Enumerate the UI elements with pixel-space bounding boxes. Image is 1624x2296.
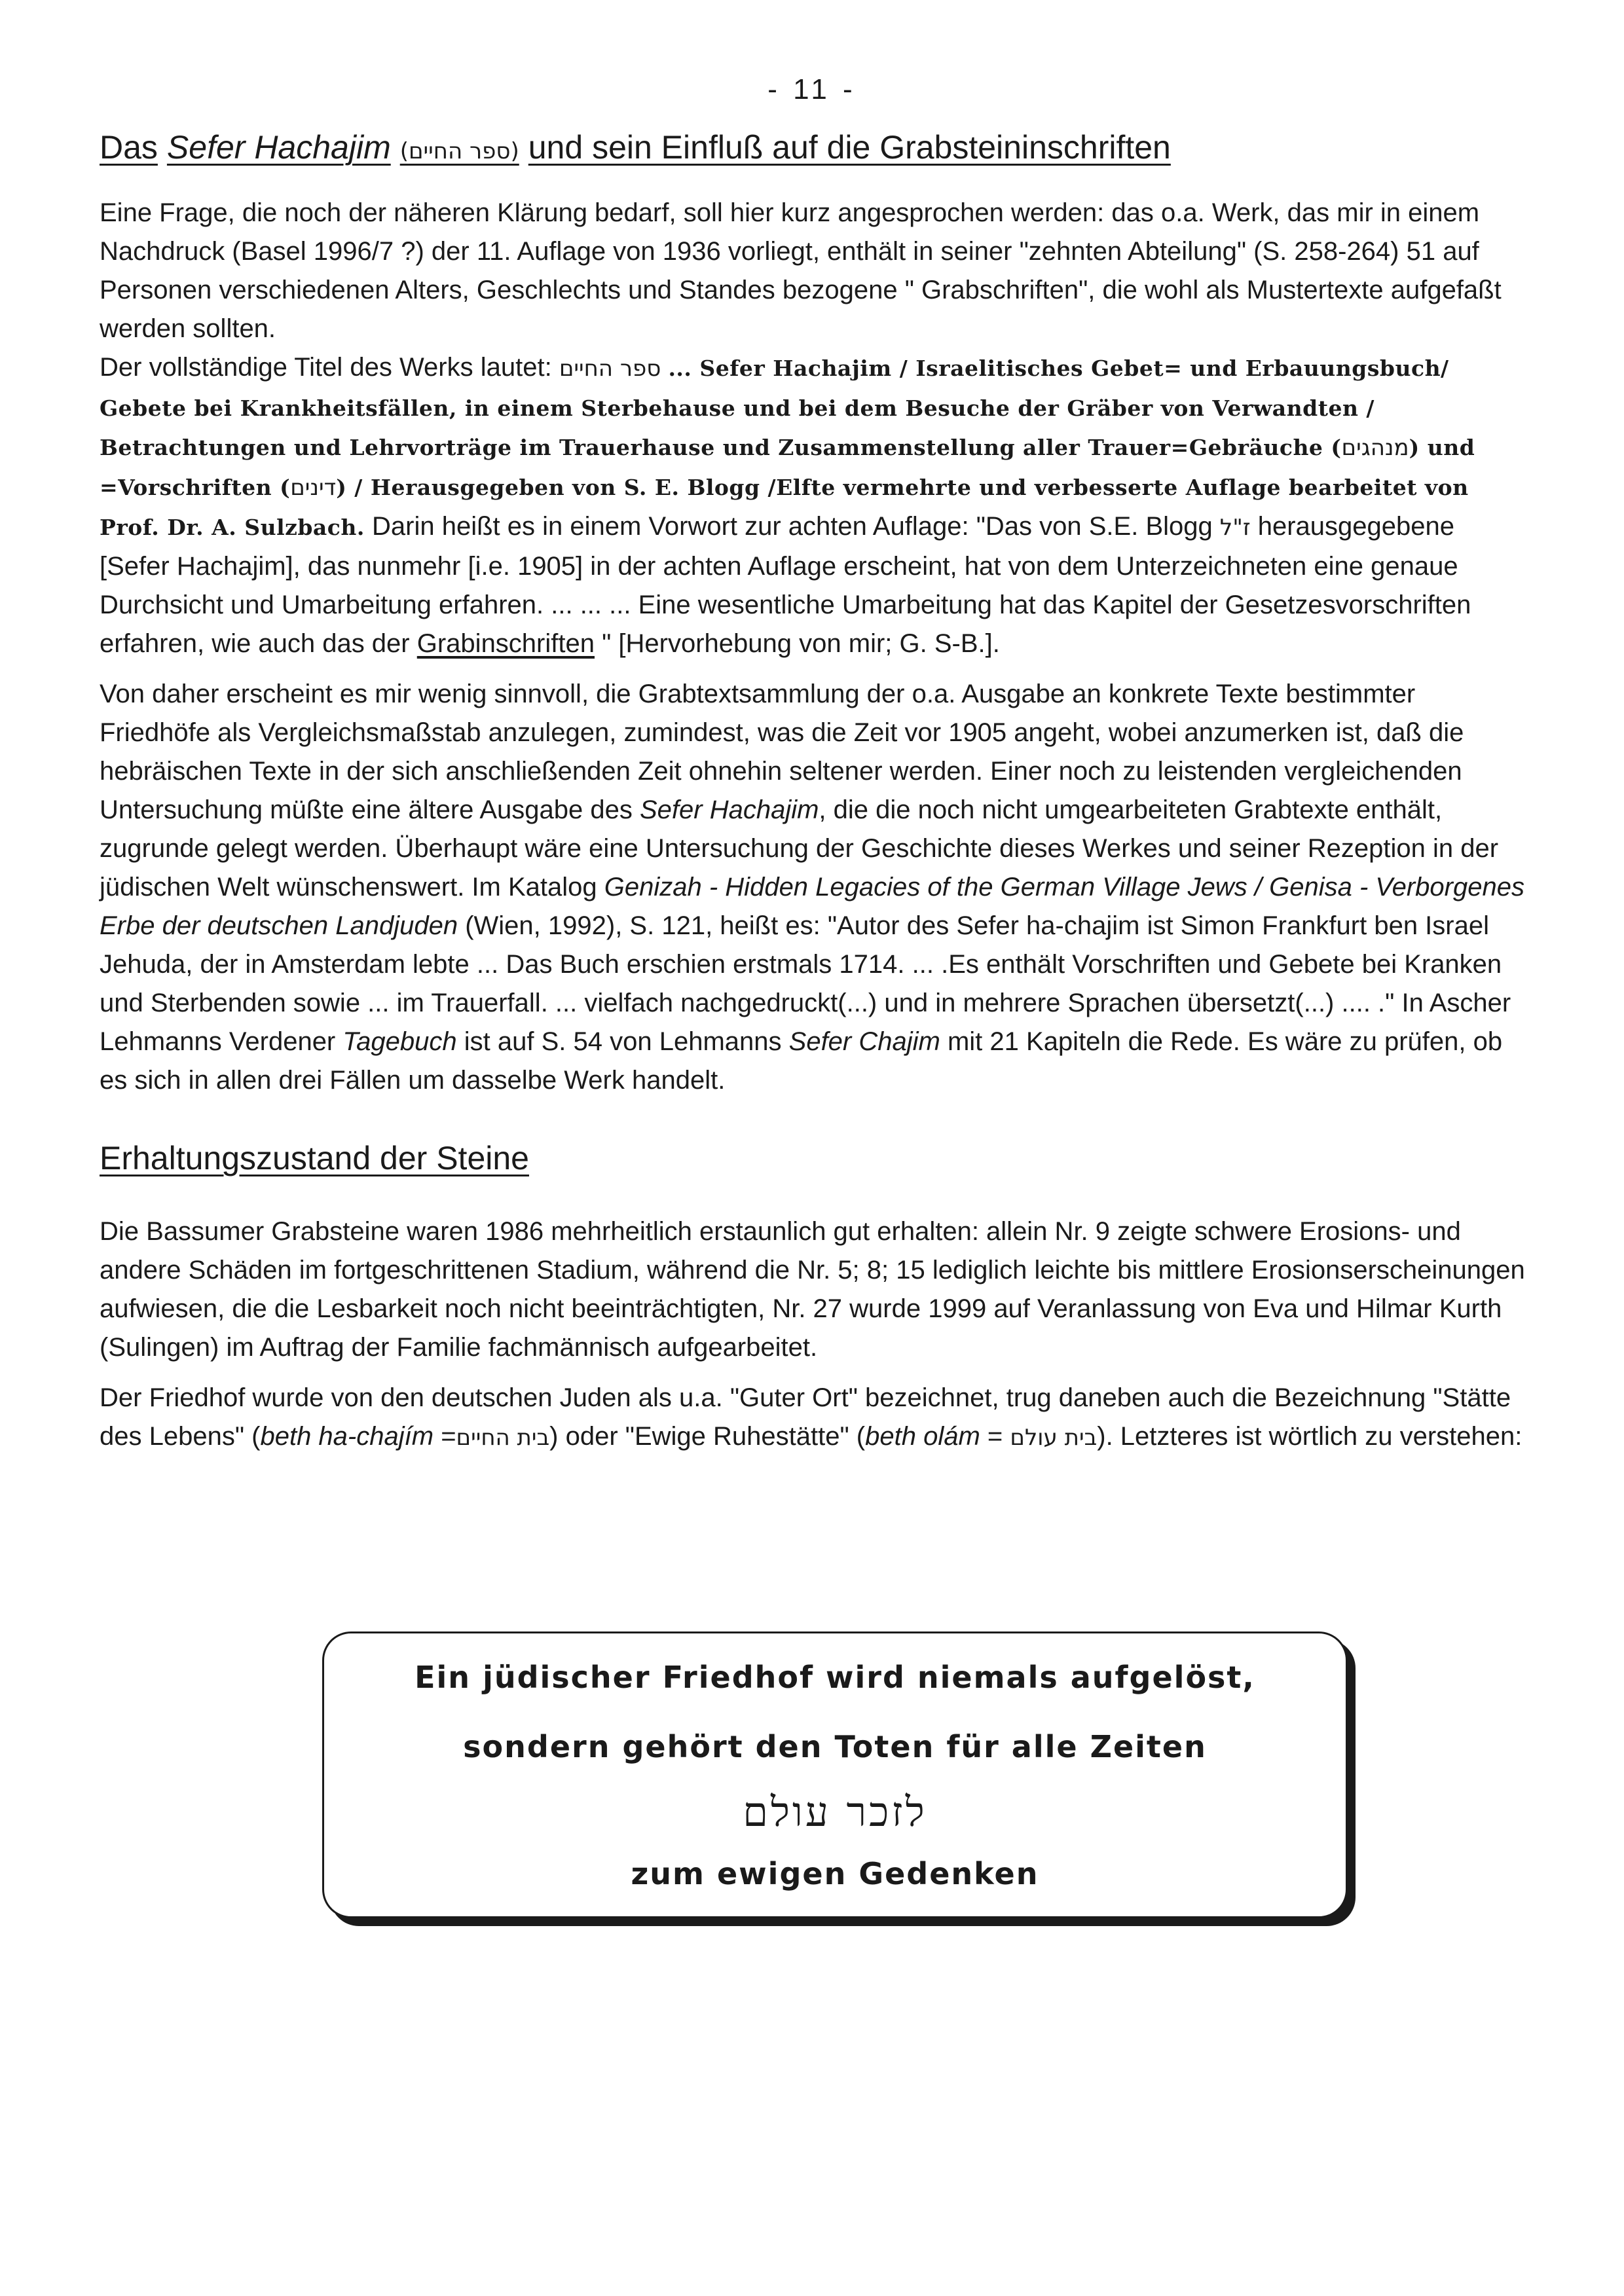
para4-t2: =	[441, 1422, 456, 1451]
paragraph-condition: Die Bassumer Grabsteine waren 1986 mehrheitlich erstaunlich gut erhalten: allein Nr. 9 zeigte schwere Erosions- und andere Schäden im fortgeschrittenen Stadium, während die Nr. 5; 8; 15 lediglich leichte bis mittlere Erosionserscheinungen aufwiesen, die die Lesbarkeit noch nicht beeinträchtigten, Nr. 27 wurde 1999 auf Veranlassung von Eva und Hilmar Kurth (Sulingen) im Auftrag der Familie fachmännisch aufgearbeitet.	[100, 1217, 1525, 1362]
para2-i4: Sefer Chajim	[788, 1027, 940, 1056]
para2-t2: , die die noch nicht umgearbeiteten Grabtexte enthält, zugrunde gelegt werden. Überhaupt wäre eine Untersuchung der Geschichte dieses Werkes und seiner Rezeption in der jüdischen Welt wünschenswert. Im Katalog	[100, 795, 1499, 902]
section-heading-sefer-hachajim	[100, 128, 1171, 166]
para2-t4: ist auf S. 54 von Lehmanns	[464, 1027, 782, 1056]
para4-t1: Der Friedhof wurde von den deutschen Juden als u.a. "Guter Ort" bezeichnet, trug daneben auch die Bezeichnung "Stätte des Lebens" (	[100, 1383, 1511, 1451]
section-heading-erhaltungszustand: Erhaltungszustand der Steine	[100, 1140, 529, 1176]
para2-t1: Von daher erscheint es mir wenig sinnvoll, die Grabtextsammlung der o.a. Ausgabe an konkrete Texte bestimmter Friedhöfe als Vergleichsmaßstab anzulegen, zumindest, was die Zeit vor 1905 angeht, wobei anzumerken ist, daß die hebräischen Texte in der sich anschließenden Zeit ohnehin seltener werden. Einer noch zu leistenden vergleichenden Untersuchung müßte eine ältere Ausgabe des	[100, 680, 1464, 824]
paragraph-cemetery-names	[100, 1379, 1527, 1457]
para1-text-d: herausgegebene [Sefer Hachajim], das nunmehr [i.e. 1905] in der achten Auflage erscheint, hat von dem Unterzeichneten eine genaue Durchsicht und Umarbeitung erfahren. ... ... ... Eine wesentliche Umarbeitung hat das Kapitel der Gesetzesvorschriften erfahren, wie auch das der	[100, 512, 1471, 658]
body-text-section1	[100, 194, 1527, 1112]
para2-i2: Genizah - Hidden Legacies of the German Village Jews / Genisa - Verborgenes Erbe der deutschen Landjuden	[100, 873, 1524, 940]
para1-fraktur-b: ) und =Vorschriften (	[100, 435, 1475, 500]
quote-line-4: zum ewigen Gedenken	[631, 1856, 1039, 1891]
para1-text-b: Der vollständige Titel des Werks lautet:	[100, 353, 552, 382]
heading-hebrew: (ספר החיים)	[399, 138, 519, 164]
para1-hebrew-title: ספר החיים	[559, 355, 661, 382]
para1-text-c: Darin heißt es in einem Vorwort zur achten Auflage: "Das von S.E. Blogg	[372, 512, 1213, 541]
para1-underlined: Grabinschriften	[416, 629, 595, 658]
para4-t3: ) oder "Ewige Ruhestätte" (	[549, 1422, 866, 1451]
para4-i2: beth olám	[865, 1422, 980, 1451]
para1-fraktur-a: ... Sefer Hachajim / Israelitisches Gebet= und Erbauungsbuch/ Gebete bei Krankheitsfällen, in einem Sterbehause und bei dem Besuche der Gräber von Verwandten / Betrachtungen und Lehrvorträge im Trauerhause und Zusammenstellung aller Trauer=Gebräuche (	[100, 355, 1449, 460]
quote-box	[322, 1631, 1348, 1918]
quote-line-1: Ein jüdischer Friedhof wird niemals aufgelöst,	[415, 1660, 1255, 1695]
para1-fraktur-c: ) / Herausgegeben von S. E. Blogg /Elfte vermehrte und verbesserte Auflage bearbeitet von Prof. Dr. A. Sulzbach.	[100, 475, 1469, 540]
heading-suffix: und sein Einfluß auf die Grabsteininschriften	[528, 129, 1171, 166]
page-number: - 11 -	[767, 73, 857, 105]
para4-i1: beth ha-chajím	[260, 1422, 434, 1451]
para2-i3: Tagebuch	[342, 1027, 457, 1056]
para4-h1: בית החיים	[456, 1425, 550, 1451]
para1-hebrew-minhagim: מנהגים	[1341, 435, 1409, 461]
para2-t5: mit 21 Kapiteln die Rede. Es wäre zu prüfen, ob es sich in allen drei Fällen um dasselbe Werk handelt.	[100, 1027, 1503, 1095]
para1-hebrew-zl: ז"ל	[1219, 515, 1251, 541]
para2-t3: (Wien, 1992), S. 121, heißt es: "Autor des Sefer ha-chajim ist Simon Frankfurt ben Israel Jehuda, der in Amsterdam lebte ... Das Buch erschien erstmals 1714. ... .Es enthält Vorschriften und Gebete bei Kranken und Sterbenden sowie ... im Trauerfall. ... vielfach nachgedruckt(...) und in mehrere Sprachen übersetzt(...) .... ." In Ascher Lehmanns Verdener	[100, 911, 1511, 1056]
para1-text-e: " [Hervorhebung von mir; G. S-B.].	[602, 629, 1000, 658]
para2-i1: Sefer Hachajim	[639, 795, 819, 824]
paragraph-comparison	[100, 675, 1527, 1100]
heading-prefix: Das	[100, 129, 158, 166]
quote-hebrew-line: לזכר עולם	[743, 1788, 927, 1836]
para4-t5: ). Letzteres ist wörtlich zu verstehen:	[1097, 1422, 1522, 1451]
quote-line-2: sondern gehört den Toten für alle Zeiten	[463, 1729, 1207, 1764]
para4-h2: בית עולם	[1010, 1425, 1098, 1451]
paragraph-intro	[100, 194, 1527, 663]
para1-hebrew-dinim: דינים	[290, 475, 337, 501]
heading-title-italic: Sefer Hachajim	[166, 129, 391, 166]
body-text-section2	[100, 1212, 1527, 1469]
para1-text-a: Eine Frage, die noch der näheren Klärung bedarf, soll hier kurz angesprochen werden: das o.a. Werk, das mir in einem Nachdruck (Basel 1996/7 ?) der 11. Auflage von 1936 vorliegt, enthält in seiner "zehnten Abteilung" (S. 258-264) 51 auf Personen verschiedenen Alters, Geschlechts und Standes bezogene " Grabschriften", die wohl als Mustertexte aufgefaßt werden sollten.	[100, 198, 1502, 343]
para4-t4: =	[987, 1422, 1003, 1451]
